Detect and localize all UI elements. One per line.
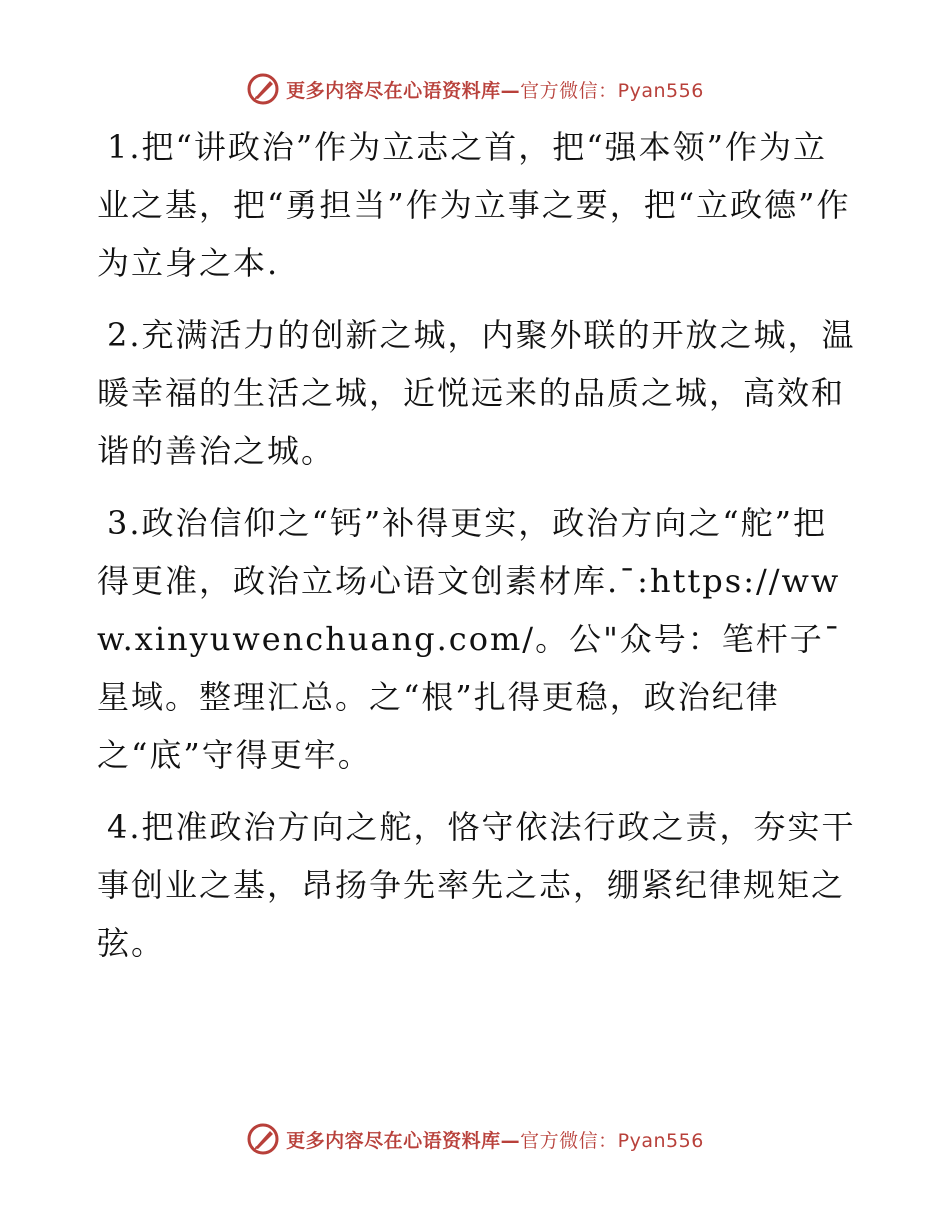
header-banner-text — [286, 76, 704, 103]
footer-banner — [0, 1122, 950, 1156]
header-banner-main: 更多内容尽在心语资料库 — [286, 79, 501, 102]
footer-banner-text — [286, 1126, 704, 1153]
footer-banner-main: 更多内容尽在心语资料库 — [286, 1129, 501, 1152]
header-banner — [0, 72, 950, 106]
paragraph-2: 2.充满活力的创新之城，内聚外联的开放之城，温暖幸福的生活之城，近悦远来的品质之城，高效和谐的善治之城。 — [97, 316, 856, 470]
header-banner-contact: 官方微信：Pyan556 — [520, 79, 704, 102]
footer-banner-contact: 官方微信：Pyan556 — [520, 1129, 704, 1152]
header-banner-separator: — — [500, 79, 521, 102]
feather-pen-logo-icon — [246, 1122, 280, 1156]
document-body — [97, 118, 857, 986]
footer-banner-separator: — — [500, 1129, 521, 1152]
feather-pen-logo-icon — [246, 72, 280, 106]
paragraph-3: 3.政治信仰之“钙”补得更实，政治方向之“舵”把得更准，政治立场心语文创素材库.¯:https://www.xinyuwenchuang.com/。公"众号：笔杆子¯星域。整理汇总。之“根”扎得更稳，政治纪律之“底”守得更牢。 — [97, 504, 842, 774]
paragraph-1: 1.把“讲政治”作为立志之首，把“强本领”作为立业之基，把“勇担当”作为立事之要，把“立政德”作为立身之本. — [97, 128, 851, 282]
paragraph-4: 4.把准政治方向之舵，恪守依法行政之责，夯实干事创业之基，昂扬争先率先之志，绷紧纪律规矩之弦。 — [97, 808, 856, 962]
